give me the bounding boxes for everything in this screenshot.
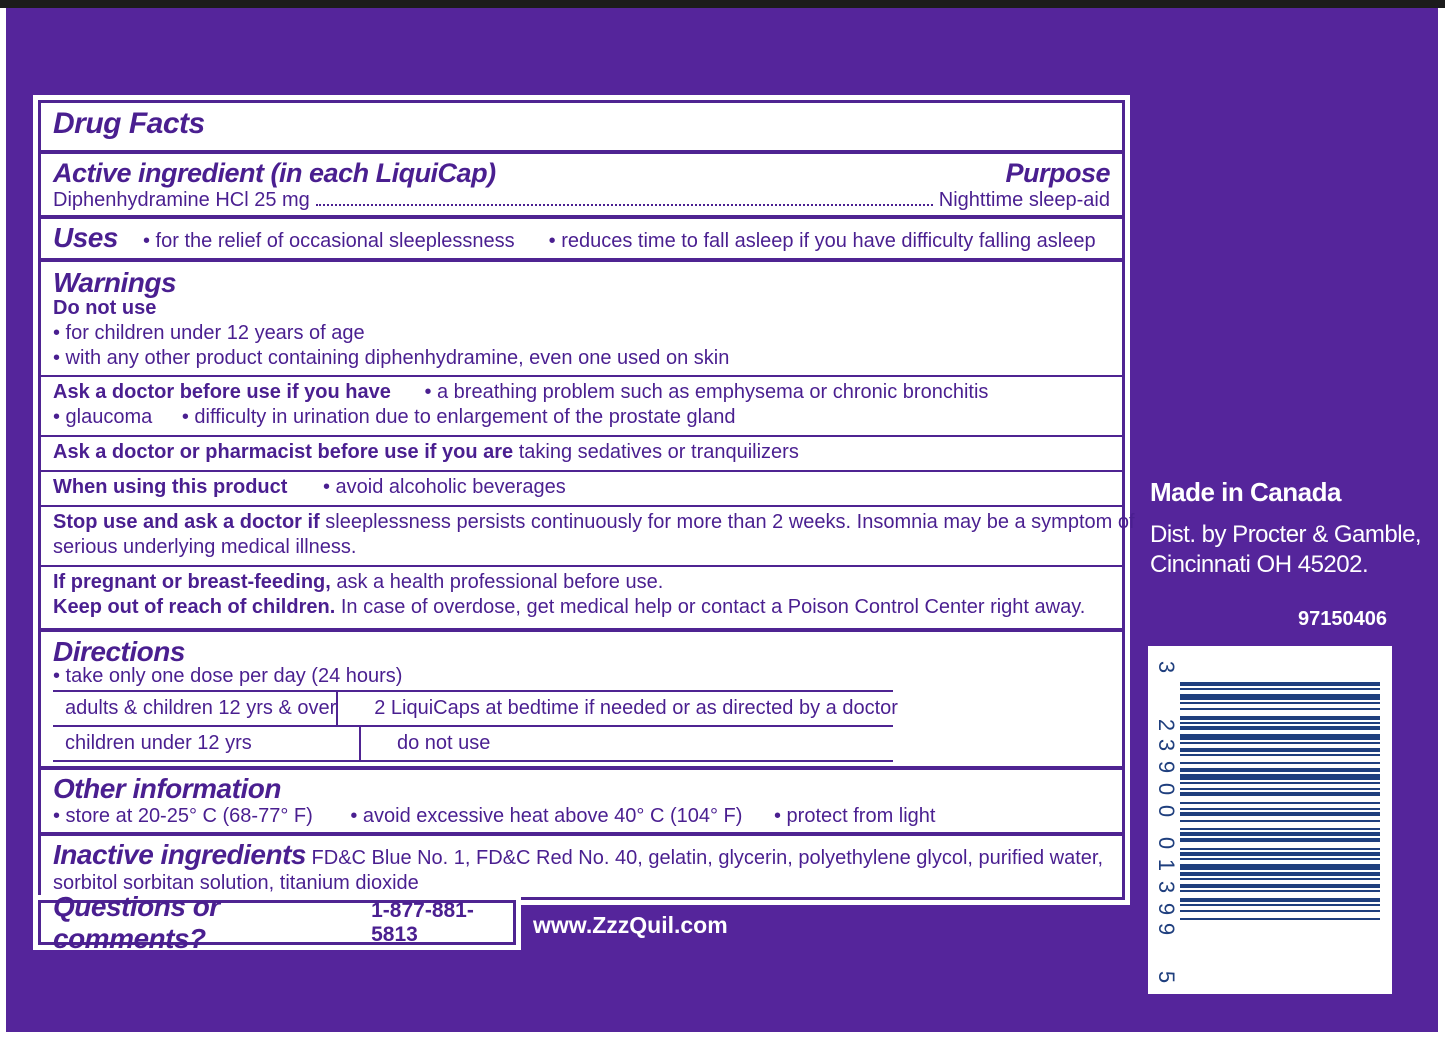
table-cell-who: adults & children 12 yrs & over [53,692,338,725]
inactive-ingredients-heading: Inactive ingredients [53,839,306,870]
directions-table [53,690,898,762]
barcode-bar [1180,734,1380,740]
uses-heading: Uses [53,222,118,253]
barcode-bar [1180,808,1380,810]
barcode-bar [1180,904,1380,906]
table-row [53,692,898,727]
ask-pharmacist-text: taking sedatives or tranquilizers [518,441,799,463]
keep-out-heading: Keep out of reach of children. [53,596,336,618]
barcode-bar [1180,768,1380,772]
barcode-bar [1180,788,1380,790]
barcode-bar [1180,726,1380,730]
barcode-bar [1180,848,1380,850]
barcode-bar [1180,890,1380,892]
barcode-bar [1180,884,1380,888]
barcode [1148,646,1392,994]
when-using-section [41,470,1122,505]
table-cell-dose: do not use [397,732,491,754]
warnings-heading: Warnings [53,267,177,298]
barcode-digit: 1 [1154,858,1179,872]
barcode-bar [1180,716,1380,720]
barcode-digit: 5 [1154,970,1179,984]
barcode-bar [1180,708,1380,710]
barcode-bar [1180,910,1380,912]
uses-section [41,215,1122,257]
top-border [0,0,1445,8]
when-using-heading: When using this product [53,476,288,498]
pregnant-heading: If pregnant or breast-feeding, [53,571,331,593]
use-item: • reduces time to fall asleep if you have difficulty falling asleep [548,230,1096,252]
directions-section [41,628,1122,765]
ask-doctor-section [41,375,1122,435]
purpose-heading: Purpose [1005,158,1110,188]
barcode-bar [1180,722,1380,724]
dot-leader [316,204,933,206]
ask-doctor-heading: Ask a doctor before use if you have [53,381,391,403]
ask-doctor-item: • glaucoma [53,406,153,428]
website-url: www.ZzzQuil.com [533,912,728,938]
drug-facts-title: Drug Facts [53,107,205,140]
ask-doctor-item: • a breathing problem such as emphysema or chronic bronchitis [424,381,989,403]
barcode-bar [1180,828,1380,830]
ingredient-name: Diphenhydramine HCl 25 mg [53,189,310,211]
stop-use-text: serious underlying medical illness. [53,536,357,558]
when-using-text: • avoid alcoholic beverages [323,476,566,498]
table-cell-dose: 2 LiquiCaps at bedtime if needed or as directed by a doctor [374,697,898,719]
questions-box [33,890,521,954]
barcode-digit: 9 [1154,760,1179,774]
other-info-item: • store at 20-25° C (68-77° F) [53,805,313,827]
other-information-heading: Other information [53,773,281,804]
drug-facts-title-section [41,109,1122,139]
barcode-digit: 0 [1154,804,1179,818]
barcode-bars [1180,682,1380,958]
drug-facts-inner [38,100,1135,900]
barcode-digit: 2 [1154,718,1179,732]
do-not-use-item: • for children under 12 years of age [53,322,365,344]
barcode-digit: 9 [1154,922,1179,936]
barcode-bar [1180,774,1380,780]
distributor-line: Dist. by Procter & Gamble, [1150,521,1422,548]
other-info-item: • avoid excessive heat above 40° C (104° F) [350,805,743,827]
barcode-bar [1180,852,1380,856]
barcode-bar [1180,702,1380,704]
barcode-bar [1180,682,1380,686]
do-not-use-item: • with any other product containing diphenhydramine, even one used on skin [53,347,730,369]
barcode-bar [1180,820,1380,822]
keep-out-text: In case of overdose, get medical help or contact a Poison Control Center right away. [340,596,1086,618]
barcode-bar [1180,782,1380,784]
distributor-line: Cincinnati OH 45202. [1150,551,1369,578]
ask-doctor-item: • difficulty in urination due to enlargement of the prostate gland [181,406,736,428]
barcode-bar [1180,802,1380,804]
stop-use-text: sleeplessness persists continuously for more than 2 weeks. Insomnia may be a symptom of [325,511,1135,533]
warnings-section [41,258,1122,372]
barcode-bar [1180,754,1380,756]
barcode-bar [1180,832,1380,836]
barcode-bar [1180,864,1380,870]
questions-phone: 1-877-881-5813 [371,898,474,946]
ask-pharmacist-heading: Ask a doctor or pharmacist before use if you are [53,441,514,463]
barcode-bar [1180,872,1380,876]
barcode-bar [1180,838,1380,842]
inactive-ingredients-text: FD&C Blue No. 1, FD&C Red No. 40, gelatin, glycerin, polyethylene glycol, purified water, [311,847,1104,869]
questions-inner [38,890,516,954]
pregnant-text: ask a health professional before use. [336,571,664,593]
barcode-bar [1180,812,1380,816]
use-item: • for the relief of occasional sleeplessness [143,230,515,252]
active-ingredient-section [41,150,1122,212]
ingredient-purpose: Nighttime sleep-aid [938,189,1110,211]
barcode-bar [1180,898,1380,902]
directions-note: • take only one dose per day (24 hours) [53,665,403,687]
pregnancy-section [41,565,1122,627]
barcode-bar [1180,748,1380,752]
do-not-use-heading: Do not use [53,297,157,319]
questions-label: Questions or comments? [53,890,220,954]
barcode-bar [1180,742,1380,744]
barcode-bar [1180,858,1380,860]
directions-heading: Directions [53,636,185,667]
barcode-bar [1180,918,1380,920]
other-info-item: • protect from light [773,805,936,827]
inactive-ingredients-section [41,832,1122,898]
barcode-bar [1180,762,1380,764]
stop-use-section [41,505,1135,565]
ask-pharmacist-section [41,435,1122,470]
barcode-digit: 0 [1154,782,1179,796]
barcode-bar [1180,792,1380,796]
drug-facts-panel [33,95,1135,905]
barcode-digit: 0 [1154,836,1179,850]
inactive-ingredients-text: sorbitol sorbitan solution, titanium dioxide [53,872,419,894]
barcode-digit: 3 [1154,738,1179,752]
barcode-digit: 9 [1154,902,1179,916]
other-information-section [41,766,1122,832]
barcode-bar [1180,878,1380,880]
barcode-digit: 3 [1154,880,1179,894]
table-cell-who: children under 12 yrs [53,727,361,760]
barcode-bar [1180,694,1380,700]
barcode-bar [1180,688,1380,690]
active-ingredient-heading: Active ingredient (in each LiquiCap) [53,158,496,188]
distributor-info [1150,520,1421,580]
product-code: 97150406 [1298,608,1387,630]
barcode-digit: 3 [1154,660,1179,674]
made-in-label: Made in Canada [1150,477,1341,507]
stop-use-heading: Stop use and ask a doctor if [53,511,320,533]
table-row [53,727,893,762]
